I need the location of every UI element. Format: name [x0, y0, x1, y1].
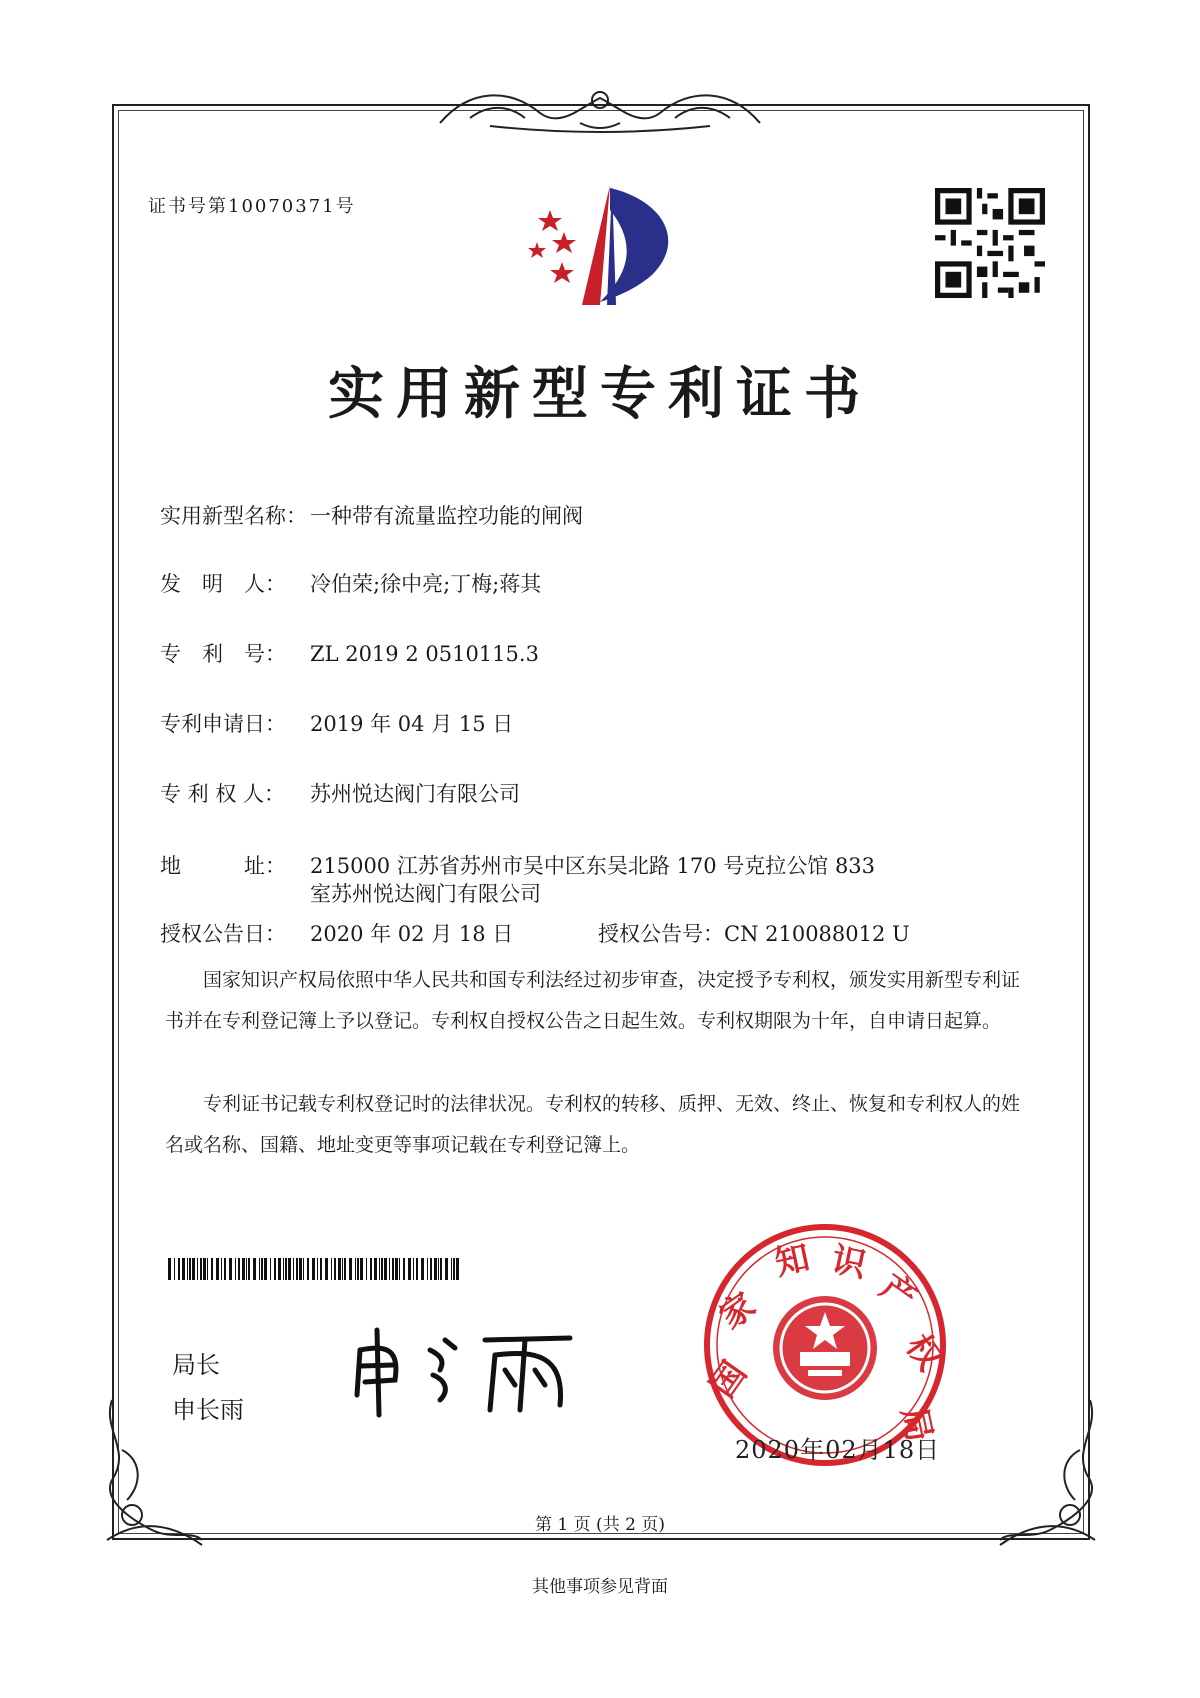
grant-publication-date-row: [160, 918, 513, 948]
patent-number-label: 专 利 号：: [160, 642, 286, 666]
utility-model-name-value: 一种带有流量监控功能的闸阀: [310, 504, 583, 528]
svg-text:局: 局: [893, 1403, 940, 1446]
svg-text:家: 家: [712, 1285, 764, 1338]
certificate-paragraph-1: 国家知识产权局依照中华人民共和国专利法经过初步审查，决定授予专利权，颁发实用新型专利证书并在专利登记簿上予以登记。专利权自授权公告之日起生效。专利权期限为十年，自申请日起算。: [165, 969, 1021, 1032]
patent-number-value: ZL 2019 2 0510115.3: [310, 642, 539, 666]
patent-office-logo-icon: [512, 180, 682, 310]
patent-holder-label: 专 利 权 人：: [160, 782, 286, 806]
signatory-name: 申长雨: [172, 1396, 244, 1424]
patent-number-row: [160, 638, 539, 668]
barcode-icon: [168, 1258, 463, 1280]
footer-note: 其他事项参见背面: [532, 1577, 668, 1597]
svg-text:知: 知: [771, 1237, 814, 1284]
seal-date: 2020年02月18日: [735, 1436, 941, 1464]
address-label: 地 址：: [160, 854, 286, 878]
top-ornament-icon: [430, 78, 770, 138]
inventor-label: 发 明 人：: [160, 572, 286, 596]
filing-date-value: 2019 年 04 月 15 日: [310, 712, 514, 736]
address-value-line1: 215000 江苏省苏州市吴中区东吴北路 170 号克拉公馆 833: [310, 854, 876, 878]
inventor-row: [160, 568, 541, 598]
svg-text:权: 权: [897, 1327, 950, 1379]
inventor-value: 冷伯荣;徐中亮;丁梅;蒋其: [310, 572, 542, 596]
svg-text:识: 识: [828, 1239, 870, 1286]
patent-holder-row: [160, 778, 520, 808]
handwritten-signature-icon: [345, 1310, 585, 1420]
grant-publication-date-value: 2020 年 02 月 18 日: [310, 922, 514, 946]
grant-publication-number-label: 授权公告号：: [598, 922, 724, 946]
grant-publication-date-label: 授权公告日：: [160, 922, 286, 946]
certificate-title: 实用新型专利证书: [328, 362, 872, 427]
qr-code-icon: [935, 188, 1045, 298]
certificate-number: 证书号第10070371号: [148, 196, 356, 217]
address-row: [160, 850, 875, 880]
filing-date-label: 专利申请日：: [160, 712, 286, 736]
utility-model-name-label: 实用新型名称：: [160, 504, 307, 528]
certificate-paragraph-2: 专利证书记载专利权登记时的法律状况。专利权的转移、质押、无效、终止、恢复和专利权人的姓名或名称、国籍、地址变更等事项记载在专利登记簿上。: [165, 1093, 1021, 1156]
svg-text:产: 产: [872, 1266, 924, 1319]
utility-model-name-row: [160, 500, 583, 530]
page-number: 第 1 页 (共 2 页): [535, 1515, 665, 1535]
grant-publication-number-row: [598, 918, 910, 948]
address-value-line2: 室苏州悦达阀门有限公司: [310, 882, 541, 906]
signatory-title: 局长: [172, 1351, 220, 1379]
filing-date-row: [160, 708, 513, 738]
patent-holder-value: 苏州悦达阀门有限公司: [310, 782, 520, 806]
svg-text:国: 国: [702, 1354, 755, 1406]
grant-publication-number-value: CN 210088012 U: [724, 922, 910, 946]
